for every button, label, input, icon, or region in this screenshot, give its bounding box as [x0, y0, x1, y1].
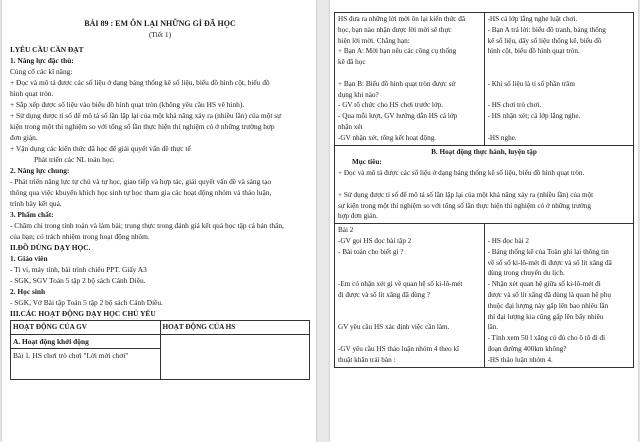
- text-line: + Sử dụng được tỉ số để mô tả số lần lặp lại của một khả năng xảy ra (nhiều lần) của một sự: [10, 111, 282, 120]
- document-page-right: [330, 0, 638, 442]
- text-line: thông qua việc khuyến khích học sinh tự học tham gia các hoạt động nhóm và thảo luận,: [10, 188, 272, 197]
- text-line: kiện trong một thí nghiệm so với tổng số lần thực hiện thí nghiệm có ở những trường hợp: [10, 122, 275, 131]
- cell-line: [338, 258, 481, 269]
- cell-line: [488, 68, 631, 79]
- competence-block: [10, 176, 310, 209]
- section-b-title: B. Hoạt động thực hành, luyện tập: [431, 147, 537, 156]
- cell-line: - Tính xem 50 l xăng có đủ cho ô tô đi đi: [487, 334, 606, 343]
- cell-line: - HS đọc bài 2: [487, 236, 530, 245]
- table-row: [335, 13, 634, 146]
- text-line: - Chăm chỉ trong tính toán và làm bài; trung thực trong đánh giá kết quả học tập cá bản thân,: [10, 221, 284, 230]
- table-section-cell: A. Hoạt động khởi động: [11, 335, 161, 349]
- lesson-subtitle: (Tiết 1): [148, 30, 172, 39]
- quality-block: [10, 220, 310, 242]
- cell-line: - Bạn A trả lời: biểu đồ tranh, bảng thống: [487, 25, 606, 34]
- subsection-heading: 2. Năng lực chung:: [10, 166, 70, 175]
- cell-line: [488, 225, 631, 236]
- subsection-heading: 3. Phẩm chất:: [10, 210, 54, 219]
- text-line: - SGK, SGV Toán 5 tập 2 bộ sách Cánh Diều.: [10, 276, 146, 285]
- table-header-gv: HOẠT ĐỘNG CỦA GV: [11, 321, 161, 335]
- activities-table: [10, 320, 310, 380]
- text-line: trình bày kết quả.: [10, 199, 62, 208]
- cell-line: -Em có nhận xét gì về quan hệ số ki-lô-mét: [338, 280, 463, 289]
- table-cell: [160, 335, 310, 380]
- text-line: - Ti vi, máy tính, bài trình chiếu PPT. Giấy A3: [10, 265, 147, 274]
- cell-line: -GV yêu cầu HS thảo luận nhóm 4 theo kĩ: [338, 344, 460, 353]
- cell-line: [338, 268, 481, 279]
- cell-line: - Bài toán cho biết gì ?: [338, 247, 404, 256]
- cell-line: -GV gọi HS đọc bài tập 2: [338, 236, 412, 245]
- objectives-block: [10, 66, 310, 154]
- cell-line: - GV tổ chức cho HS chơi trước lớp.: [338, 101, 444, 110]
- table-section-b: [335, 145, 634, 224]
- cell-line: HS đưa ra những lời mời ôn lại kiến thức đã: [338, 15, 466, 23]
- cell-line: kê đã học: [338, 58, 366, 67]
- cell-line: [338, 312, 481, 323]
- cell-line: [338, 301, 481, 312]
- cell-line: nhận xét: [338, 122, 363, 131]
- cell-line: [488, 90, 631, 101]
- cell-line: lần.: [487, 323, 499, 332]
- cell-line: -HS cả lớp lắng nghe luật chơi.: [487, 15, 578, 23]
- section-b-objectives: [338, 168, 630, 222]
- cell-line: + Bạn B: Biểu đồ hình quạt tròn được sử: [338, 79, 456, 88]
- cell-line: Bài 2: [338, 226, 354, 235]
- table-header-row: [11, 321, 310, 335]
- text-line: hình quạt tròn.: [10, 89, 54, 98]
- section-b-objective-label: Mục tiêu:: [352, 158, 382, 167]
- text-line: + Đọc và mô tả được các số liệu ở dạng bảng thống kê số liệu, biểu đồ hình cột, biểu đồ: [10, 78, 270, 87]
- cell-line: GV yêu cầu HS xác định việc cần làm.: [338, 323, 450, 332]
- text-line: Củng cố các kĩ năng:: [10, 67, 73, 76]
- cell-line: dụng khi nào?: [338, 90, 379, 99]
- cell-line: -HS nghe.: [487, 133, 517, 142]
- text-line: - Phát triển năng lực tự chủ và tự học, giao tiếp và hợp tác, giải quyết vấn đề và sáng tạo: [10, 177, 272, 186]
- cell-line: đoạn đường 400km không?: [487, 344, 567, 353]
- table-cell-hs: [484, 13, 634, 146]
- table-cell-gv: [335, 224, 485, 367]
- text-line: đơn giản.: [10, 133, 38, 142]
- subsection-heading: 2. Học sinh: [10, 287, 46, 296]
- table-row: [11, 335, 310, 349]
- section-heading: I.YÊU CẦU CẦN ĐẠT: [10, 45, 84, 54]
- table-cell-hs: [484, 224, 634, 367]
- text-line: + Đọc và mô tả được các số liệu ở dạng bảng thống kê số liệu, biểu đồ hình quạt tròn.: [338, 169, 585, 178]
- cell-line: dùng trong chuyến du lịch.: [487, 269, 565, 278]
- text-line: + Sử dụng được tỉ số để mô tả số lần lặp lại của một khả năng xảy ra (nhiều lần) của một: [338, 190, 594, 199]
- table-cell-gv: [335, 13, 485, 146]
- text-line: [338, 179, 630, 190]
- document-page-left: [2, 0, 316, 442]
- text-line: - SGK, Vở Bài tập Toán 5 tập 2 bộ sách Cánh Diều.: [10, 298, 163, 307]
- lesson-title: BÀI 89 : EM ÔN LẠI NHỮNG GÌ ĐÃ HỌC: [84, 19, 236, 28]
- left-page-content: [10, 18, 310, 380]
- continuation-table: [334, 12, 634, 368]
- section-heading: III.CÁC HOẠT ĐỘNG DẠY HỌC CHỦ YẾU: [10, 309, 156, 318]
- text-line: của bạn; có trách nhiệm trong hoạt động nhóm.: [10, 232, 150, 241]
- cell-line: - Khi số liệu là tỉ số phần trăm: [487, 79, 575, 88]
- text-line: + Vận dụng các kiến thức đã học để giải quyết vấn đề thực tế: [10, 144, 191, 153]
- table-row: [335, 224, 634, 367]
- cell-line: [488, 122, 631, 133]
- table-header-hs: HOẠT ĐỘNG CỦA HS: [160, 321, 310, 335]
- cell-line: - Qua mỗi lượt, GV hướng dẫn HS cả lớp: [338, 112, 458, 121]
- right-page-content: [334, 12, 634, 368]
- cell-line: - Bảng thống kê của Toàn ghi lại thông tin: [487, 247, 609, 256]
- cell-line: thuật khăn trải bàn :: [338, 355, 396, 364]
- text-line: sự kiện trong một thí nghiệm so với tổng số lần thực hiện thí nghiệm có ở những trường: [338, 201, 591, 210]
- indent-line: Phát triển các NL toán học.: [34, 155, 115, 164]
- cell-line: [338, 68, 481, 79]
- cell-line: [488, 57, 631, 68]
- cell-line: - Nhận xét quan hệ giữa số ki-lô-mét đi: [487, 280, 601, 289]
- cell-line: hiện lời mời. Chẳng hạn:: [338, 36, 410, 45]
- cell-line: + Bạn A: Mời bạn nêu các công cụ thống: [338, 47, 457, 56]
- cell-line: - HS chơi trò chơi.: [487, 101, 542, 110]
- cell-line: về số số ki-lô-mét đi được và số lít xăng đã: [487, 258, 612, 267]
- student-materials: [10, 297, 310, 308]
- cell-line: thuộc đại lượng này gấp lên bao nhiêu lần: [487, 301, 609, 310]
- cell-line: -HS thảo luận nhóm 4.: [487, 355, 553, 364]
- cell-line: kê số liệu, dãy số liệu thống kê, biểu đồ: [487, 36, 602, 45]
- table-row: [335, 145, 634, 224]
- cell-line: được và số lít xăng đã dùng là quan hệ phụ: [487, 290, 611, 299]
- cell-line: học, bạn nào nhận được lời mời sẽ thực: [338, 25, 452, 34]
- section-heading: II.ĐỒ DÙNG DẠY HỌC.: [10, 243, 91, 252]
- cell-line: hình cột, biểu đồ hình quạt tròn.: [487, 47, 580, 56]
- table-cell: Bài 1. HS chơi trò chơi "Lời mời chơi": [11, 349, 161, 380]
- cell-line: đi được và số lít xăng đã dùng ?: [338, 290, 430, 299]
- subsection-heading: 1. Giáo viên: [10, 254, 48, 263]
- cell-line: thì đại lượng kia cũng gấp lên bấy nhiêu: [487, 312, 604, 321]
- text-line: hợp đơn giản.: [338, 212, 378, 221]
- subsection-heading: 1. Năng lực đặc thù:: [10, 56, 74, 65]
- cell-line: -GV nhận xét, tổng kết hoạt động.: [338, 133, 437, 142]
- cell-line: - HS nhận xét; cả lớp lắng nghe.: [487, 112, 581, 121]
- text-line: + Sắp xếp được số liệu vào biểu đồ hình quạt tròn (không yêu cầu HS vẽ hình).: [10, 100, 245, 109]
- teacher-materials: [10, 264, 310, 286]
- cell-line: [338, 333, 481, 344]
